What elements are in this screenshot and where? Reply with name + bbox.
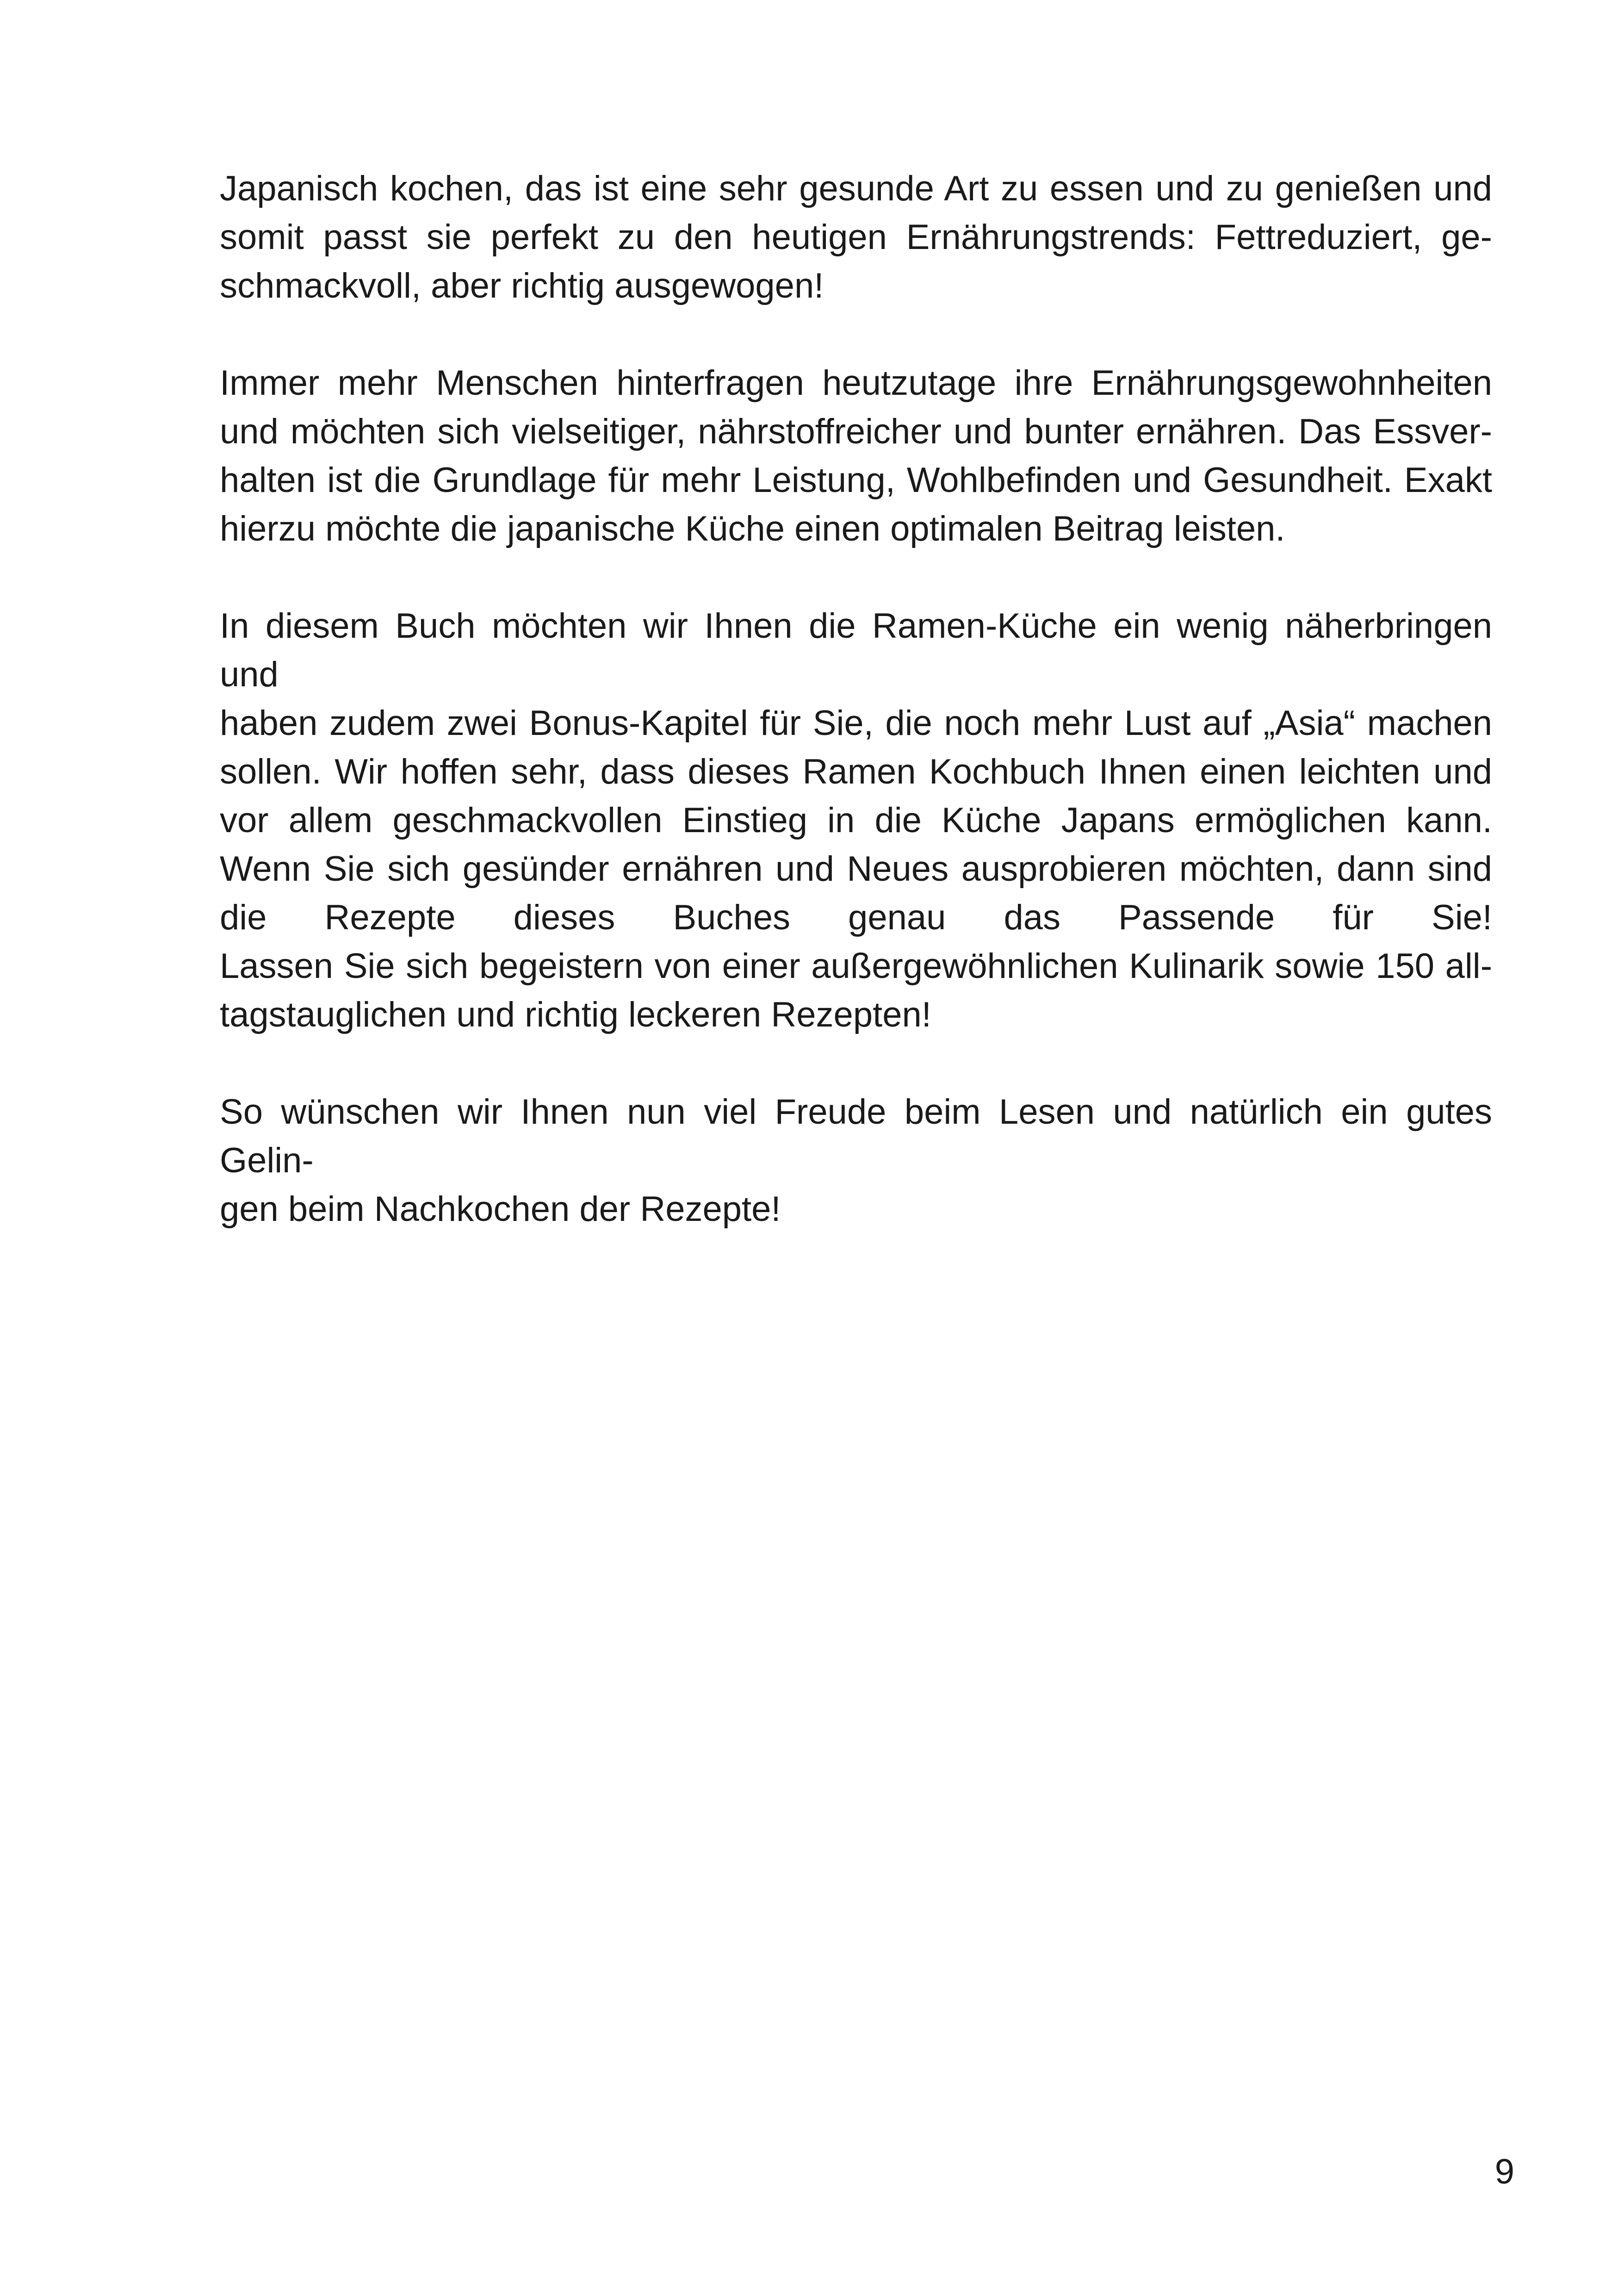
text-line: vor allem geschmackvollen Einstieg in die Küche Japans ermöglichen kann. (220, 801, 1492, 840)
paragraph-nutrition (220, 359, 1492, 553)
paragraph-book-content (220, 602, 1492, 1039)
text-line: und möchten sich vielseitiger, nährstoffreicher und bunter ernähren. Das Essver- (220, 412, 1492, 451)
text-line: In diesem Buch möchten wir Ihnen die Ramen-Küche ein wenig näherbringen und (220, 606, 1492, 694)
page-number: 9 (1494, 2152, 1514, 2191)
text-line: Wenn Sie sich gesünder ernähren und Neues ausprobieren möchten, dann sind (220, 849, 1492, 889)
text-line: haben zudem zwei Bonus-Kapitel für Sie, die noch mehr Lust auf „Asia“ machen (220, 703, 1492, 743)
text-line: sollen. Wir hoffen sehr, dass dieses Ramen Kochbuch Ihnen einen leichten und (220, 752, 1492, 791)
text-line: So wünschen wir Ihnen nun viel Freude beim Lesen und natürlich ein gutes Gelin- (220, 1092, 1492, 1180)
text-line: Immer mehr Menschen hinterfragen heutzutage ihre Ernährungsgewohnheiten (220, 363, 1492, 403)
body-text (220, 164, 1492, 1282)
text-line: halten ist die Grundlage für mehr Leistung, Wohlbefinden und Gesundheit. Exakt (220, 460, 1492, 500)
paragraph-intro (220, 164, 1492, 310)
text-line: somit passt sie perfekt zu den heutigen Ernährungstrends: Fettreduziert, ge- (220, 218, 1492, 257)
paragraph-closing (220, 1088, 1492, 1233)
text-line: Lassen Sie sich begeistern von einer außergewöhnlichen Kulinarik sowie 150 all- (220, 946, 1492, 986)
text-line: schmackvoll, aber richtig ausgewogen! (220, 266, 824, 305)
text-line: Japanisch kochen, das ist eine sehr gesunde Art zu essen und zu genießen und (220, 169, 1492, 208)
text-line: hierzu möchte die japanische Küche einen optimalen Beitrag leisten. (220, 509, 1285, 548)
text-line: die Rezepte dieses Buches genau das Passende für Sie! (220, 898, 1492, 937)
text-line: tagstauglichen und richtig leckeren Rezepten! (220, 995, 931, 1034)
text-line: gen beim Nachkochen der Rezepte! (220, 1189, 781, 1229)
